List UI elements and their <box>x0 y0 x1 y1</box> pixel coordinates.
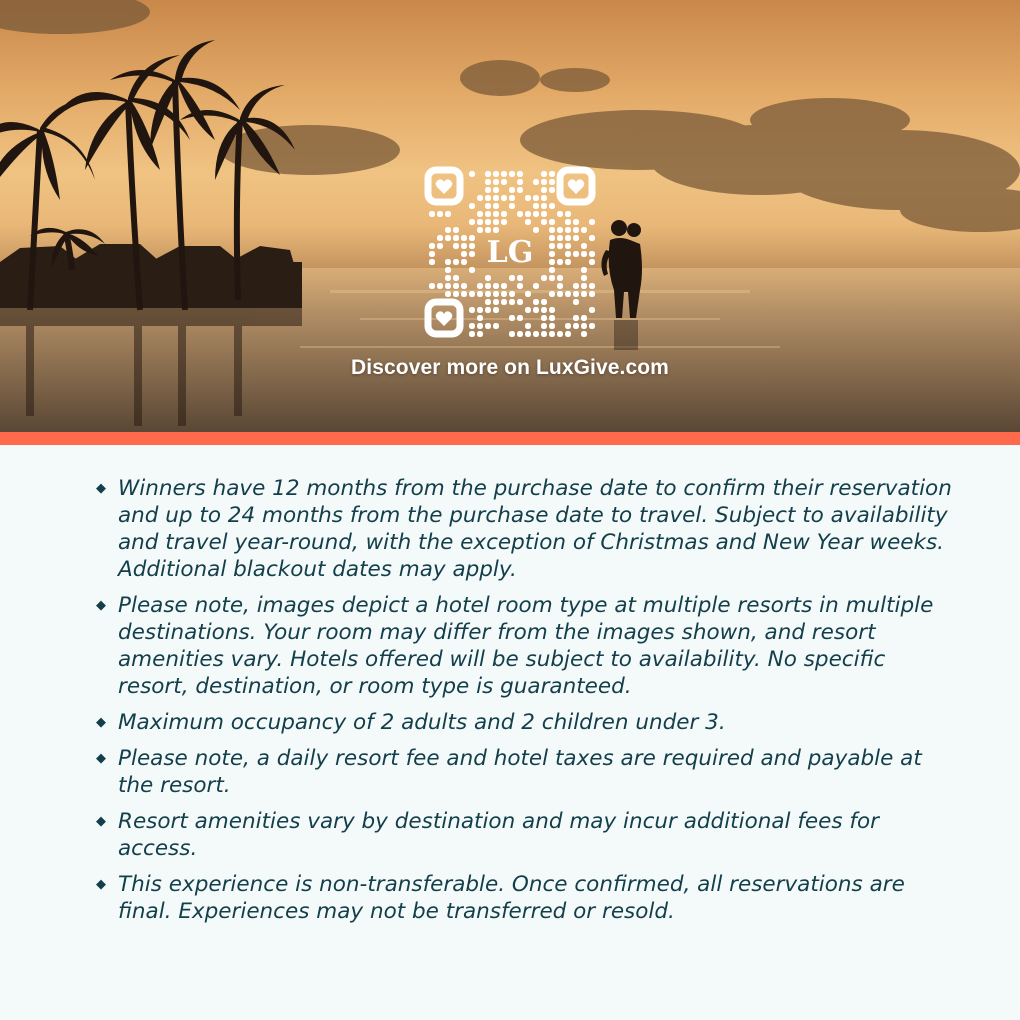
diamond-bullet-icon: ◆ <box>96 751 106 766</box>
qr-module <box>469 235 475 241</box>
qr-module <box>541 203 547 209</box>
qr-module <box>477 219 483 225</box>
qr-module <box>589 235 595 241</box>
qr-module <box>469 251 475 257</box>
qr-module <box>501 219 507 225</box>
terms-section <box>0 445 1020 1020</box>
qr-module <box>589 259 595 265</box>
qr-module <box>549 243 555 249</box>
qr-module <box>533 307 539 313</box>
qr-module <box>509 291 515 297</box>
terms-item: ◆ Please note, images depict a hotel room type at multiple resorts in multiple destinations. Your room may differ from the images shown, and resort amenities vary. Hotels offered will be subject to availability. No specific resort, destination, or room type is guaranteed. <box>96 593 934 699</box>
qr-module <box>453 235 459 241</box>
qr-module <box>541 315 547 321</box>
qr-module <box>581 251 587 257</box>
qr-module <box>541 299 547 305</box>
qr-module <box>549 291 555 297</box>
qr-module <box>477 195 483 201</box>
qr-module <box>485 203 491 209</box>
qr-module <box>485 291 491 297</box>
qr-module <box>581 283 587 289</box>
qr-module <box>565 219 571 225</box>
qr-module <box>429 211 435 217</box>
qr-module <box>469 307 475 313</box>
terms-list <box>96 475 960 925</box>
qr-module <box>573 227 579 233</box>
qr-module <box>589 291 595 297</box>
qr-module <box>549 275 555 281</box>
qr-module <box>517 315 523 321</box>
qr-module <box>477 307 483 313</box>
qr-module <box>477 283 483 289</box>
qr-code[interactable] <box>424 166 596 338</box>
qr-module <box>533 283 539 289</box>
qr-module <box>453 275 459 281</box>
qr-module <box>541 179 547 185</box>
qr-module <box>477 315 483 321</box>
qr-module <box>453 259 459 265</box>
qr-module <box>581 323 587 329</box>
qr-module <box>589 251 595 257</box>
qr-module <box>549 331 555 337</box>
qr-module <box>509 203 515 209</box>
qr-module <box>477 211 483 217</box>
qr-module <box>541 275 547 281</box>
qr-module <box>477 291 483 297</box>
qr-module <box>469 331 475 337</box>
qr-module <box>565 323 571 329</box>
qr-module <box>517 179 523 185</box>
qr-module <box>493 299 499 305</box>
terms-item: ◆ Resort amenities vary by destination and may incur additional fees for access. <box>96 809 879 861</box>
qr-module <box>589 323 595 329</box>
qr-module <box>445 291 451 297</box>
qr-module <box>525 219 531 225</box>
qr-module <box>453 243 459 249</box>
diamond-bullet-icon: ◆ <box>96 715 106 730</box>
qr-module <box>437 235 443 241</box>
qr-module <box>549 267 555 273</box>
qr-module <box>557 235 563 241</box>
qr-module <box>493 323 499 329</box>
qr-module <box>541 331 547 337</box>
qr-module <box>549 203 555 209</box>
qr-module <box>533 299 539 305</box>
qr-module <box>557 283 563 289</box>
qr-module <box>525 211 531 217</box>
qr-module <box>485 179 491 185</box>
qr-module <box>581 291 587 297</box>
qr-module <box>533 227 539 233</box>
qr-module <box>581 331 587 337</box>
diamond-bullet-icon: ◆ <box>96 481 106 496</box>
qr-module <box>525 307 531 313</box>
qr-module <box>461 283 467 289</box>
qr-module <box>557 331 563 337</box>
qr-module <box>493 283 499 289</box>
qr-module <box>493 187 499 193</box>
qr-module <box>501 283 507 289</box>
qr-module <box>581 315 587 321</box>
qr-module <box>581 243 587 249</box>
qr-module <box>469 323 475 329</box>
diamond-bullet-icon: ◆ <box>96 598 106 613</box>
qr-module <box>541 219 547 225</box>
qr-module <box>565 211 571 217</box>
qr-module <box>557 259 563 265</box>
qr-logo: LG <box>486 235 534 270</box>
qr-module <box>589 283 595 289</box>
qr-module <box>453 227 459 233</box>
qr-module <box>469 243 475 249</box>
qr-module <box>429 251 435 257</box>
qr-module <box>573 283 579 289</box>
qr-module <box>445 235 451 241</box>
qr-module <box>485 283 491 289</box>
qr-module <box>445 267 451 273</box>
qr-module <box>557 211 563 217</box>
qr-module <box>533 211 539 217</box>
qr-module <box>509 299 515 305</box>
qr-module <box>541 307 547 313</box>
qr-module <box>509 195 515 201</box>
qr-module <box>541 171 547 177</box>
qr-module <box>549 187 555 193</box>
qr-module <box>461 291 467 297</box>
qr-module <box>437 243 443 249</box>
qr-module <box>573 315 579 321</box>
accent-divider <box>0 432 1020 445</box>
qr-module <box>549 307 555 313</box>
qr-module <box>493 171 499 177</box>
terms-item: ◆ This experience is non-transferable. Once confirmed, all reservations are final. Experiences may not be transferred or resold. <box>96 872 905 924</box>
terms-item: ◆ Maximum occupancy of 2 adults and 2 children under 3. <box>96 710 726 735</box>
qr-module <box>557 291 563 297</box>
qr-module <box>581 275 587 281</box>
qr-module <box>549 259 555 265</box>
qr-module <box>549 219 555 225</box>
qr-module <box>485 227 491 233</box>
qr-module <box>549 171 555 177</box>
qr-module <box>493 219 499 225</box>
qr-module <box>501 211 507 217</box>
qr-module <box>573 323 579 329</box>
qr-module <box>477 331 483 337</box>
tagline-link[interactable]: Discover more on LuxGive.com <box>351 356 669 379</box>
qr-module <box>589 307 595 313</box>
bungalows <box>0 244 302 308</box>
qr-module <box>429 243 435 249</box>
qr-module <box>453 283 459 289</box>
qr-module <box>549 227 555 233</box>
qr-module <box>437 283 443 289</box>
qr-module <box>565 259 571 265</box>
qr-module <box>557 227 563 233</box>
qr-module <box>445 259 451 265</box>
qr-module <box>469 219 475 225</box>
qr-module <box>541 323 547 329</box>
qr-module <box>541 187 547 193</box>
qr-module <box>525 195 531 201</box>
terms-item: ◆ Winners have 12 months from the purchase date to confirm their reservation and up to 24 months from the purchase date to travel. Subject to availability and travel year-round, with the exception of Christmas and New Year weeks. Additional blackout dates may apply. <box>96 476 952 582</box>
qr-module <box>573 299 579 305</box>
qr-module <box>469 291 475 297</box>
qr-module <box>485 219 491 225</box>
qr-module <box>517 331 523 337</box>
qr-module <box>557 243 563 249</box>
qr-module <box>549 251 555 257</box>
qr-module <box>509 275 515 281</box>
qr-module <box>549 179 555 185</box>
qr-module <box>485 211 491 217</box>
qr-module <box>581 227 587 233</box>
qr-module <box>501 299 507 305</box>
qr-module <box>493 291 499 297</box>
qr-module <box>493 307 499 313</box>
qr-module <box>573 235 579 241</box>
qr-module <box>525 331 531 337</box>
qr-module <box>517 171 523 177</box>
qr-module <box>517 211 523 217</box>
qr-module <box>445 211 451 217</box>
qr-module <box>509 187 515 193</box>
qr-module <box>549 323 555 329</box>
qr-module <box>461 259 467 265</box>
qr-module <box>517 187 523 193</box>
qr-module <box>517 299 523 305</box>
qr-module <box>549 315 555 321</box>
qr-module <box>461 235 467 241</box>
qr-module <box>565 291 571 297</box>
qr-module <box>429 259 435 265</box>
hero-image <box>0 0 1020 432</box>
qr-module <box>485 299 491 305</box>
qr-module <box>565 331 571 337</box>
qr-module <box>485 195 491 201</box>
qr-module <box>533 203 539 209</box>
qr-module <box>485 187 491 193</box>
qr-module <box>581 267 587 273</box>
qr-module <box>549 235 555 241</box>
qr-module <box>509 315 515 321</box>
qr-module <box>533 331 539 337</box>
qr-module <box>541 195 547 201</box>
qr-module <box>445 227 451 233</box>
qr-module <box>509 171 515 177</box>
qr-module <box>437 211 443 217</box>
qr-module <box>493 195 499 201</box>
qr-module <box>429 283 435 289</box>
qr-module <box>525 323 531 329</box>
qr-module <box>517 283 523 289</box>
qr-module <box>461 251 467 257</box>
qr-module <box>501 179 507 185</box>
qr-module <box>493 227 499 233</box>
qr-module <box>565 251 571 257</box>
qr-module <box>541 211 547 217</box>
terms-item: ◆ Please note, a daily resort fee and hotel taxes are required and payable at the resort. <box>96 746 922 798</box>
qr-module <box>573 291 579 297</box>
qr-module <box>493 179 499 185</box>
qr-module <box>493 203 499 209</box>
qr-module <box>565 235 571 241</box>
diamond-bullet-icon: ◆ <box>96 877 106 892</box>
qr-module <box>493 211 499 217</box>
qr-module <box>485 171 491 177</box>
qr-module <box>469 203 475 209</box>
qr-module <box>501 291 507 297</box>
qr-module <box>477 323 483 329</box>
qr-module <box>469 171 475 177</box>
qr-module <box>485 307 491 313</box>
qr-module <box>565 243 571 249</box>
qr-module <box>573 219 579 225</box>
qr-module <box>445 275 451 281</box>
qr-module <box>565 227 571 233</box>
qr-module <box>589 219 595 225</box>
qr-module <box>469 267 475 273</box>
qr-module <box>517 275 523 281</box>
qr-module <box>445 283 451 289</box>
qr-module <box>525 291 531 297</box>
qr-module <box>533 195 539 201</box>
qr-module <box>501 195 507 201</box>
qr-module <box>485 275 491 281</box>
qr-module <box>557 275 563 281</box>
qr-module <box>485 323 491 329</box>
qr-module <box>453 291 459 297</box>
qr-module <box>533 179 539 185</box>
qr-module <box>477 227 483 233</box>
diamond-bullet-icon: ◆ <box>96 814 106 829</box>
qr-module <box>509 331 515 337</box>
qr-module <box>573 251 579 257</box>
qr-module <box>461 243 467 249</box>
qr-module <box>501 171 507 177</box>
